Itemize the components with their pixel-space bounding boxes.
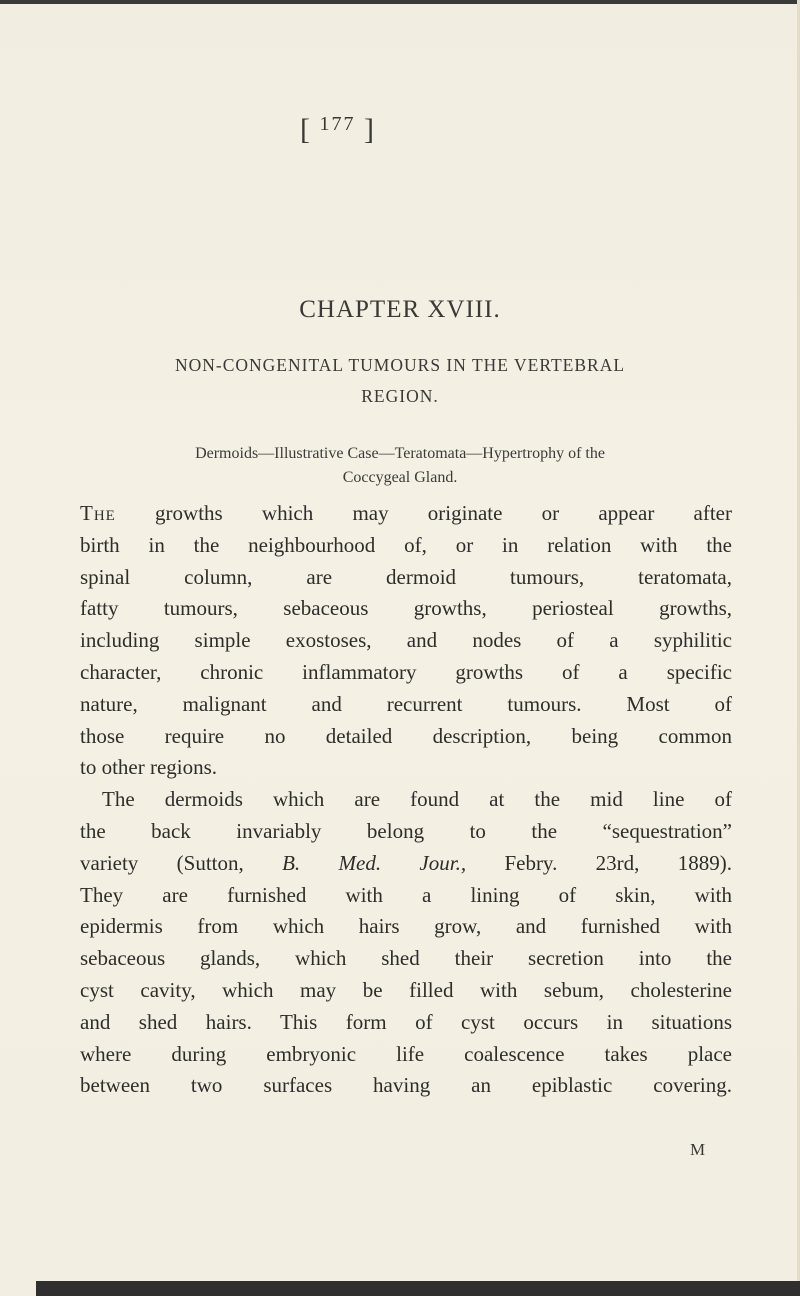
page-bottom-edge: [36, 1281, 800, 1296]
paragraph-2: [80, 784, 732, 1102]
folio-close-bracket: ]: [355, 113, 375, 146]
paragraph-2-line: sebaceous glands, which shed their secretion into the: [80, 946, 732, 971]
paragraph-1-line: those require no detailed description, being common: [80, 723, 732, 748]
body-text: [80, 498, 732, 1102]
citation-suffix: Febry. 23rd, 1889).: [466, 850, 732, 875]
paragraph-1-line-1-rest: growths which may originate or appear after: [115, 501, 732, 525]
page-top-edge: [0, 0, 800, 4]
folio-open-bracket: [: [300, 113, 320, 146]
paragraph-2-line: between two surfaces having an epiblastic covering.: [80, 1073, 732, 1098]
paragraph-1-line: nature, malignant and recurrent tumours. Most of: [80, 691, 732, 716]
journal-name: B. Med. Jour.,: [282, 850, 467, 875]
paragraph-1: [80, 498, 732, 784]
folio-number: 177: [319, 113, 356, 135]
page-number: [300, 113, 375, 147]
paragraph-2-line-citation: [80, 848, 732, 880]
lead-word: The: [80, 501, 116, 525]
section-title-line-1: NON-CONGENITAL TUMOURS IN THE VERTEBRAL: [174, 355, 626, 375]
paragraph-2-line: and shed hairs. This form of cyst occurs in situations: [80, 1009, 732, 1034]
paragraph-1-line: fatty tumours, sebaceous growths, periosteal growths,: [80, 596, 732, 621]
section-title-line-2: REGION.: [361, 386, 439, 406]
citation-prefix: variety (Sutton,: [80, 850, 283, 875]
paragraph-1-line: birth in the neighbourhood of, or in relation with the: [80, 532, 732, 557]
paragraph-1-line: character, chronic inflammatory growths of a specific: [80, 659, 732, 684]
paragraph-2-line: epidermis from which hairs grow, and furnished with: [80, 914, 732, 939]
paragraph-2-line: cyst cavity, which may be filled with sebum, cholesterine: [80, 977, 732, 1002]
paragraph-2-line: They are furnished with a lining of skin, with: [80, 882, 732, 907]
paragraph-2-line: where during embryonic life coalescence takes place: [80, 1041, 732, 1066]
paragraph-1-line: spinal column, are dermoid tumours, teratomata,: [80, 564, 732, 589]
chapter-title: CHAPTER XVIII.: [299, 296, 501, 323]
paragraph-1-line: including simple exostoses, and nodes of a syphilitic: [80, 628, 732, 653]
synopsis-line-1: Dermoids—Illustrative Case—Teratomata—Hypertrophy of the: [195, 445, 605, 462]
paragraph-2-line: The dermoids which are found at the mid line of: [102, 787, 732, 812]
section-title: [60, 350, 740, 412]
signature-mark: M: [690, 1140, 706, 1159]
chapter-synopsis: [70, 442, 730, 490]
paragraph-1-line: to other regions.: [80, 755, 218, 780]
synopsis-line-2: Coccygeal Gland.: [342, 469, 458, 486]
paragraph-1-line-1: [80, 498, 732, 530]
paragraph-2-line: the back invariably belong to the “sequestration”: [80, 818, 732, 843]
